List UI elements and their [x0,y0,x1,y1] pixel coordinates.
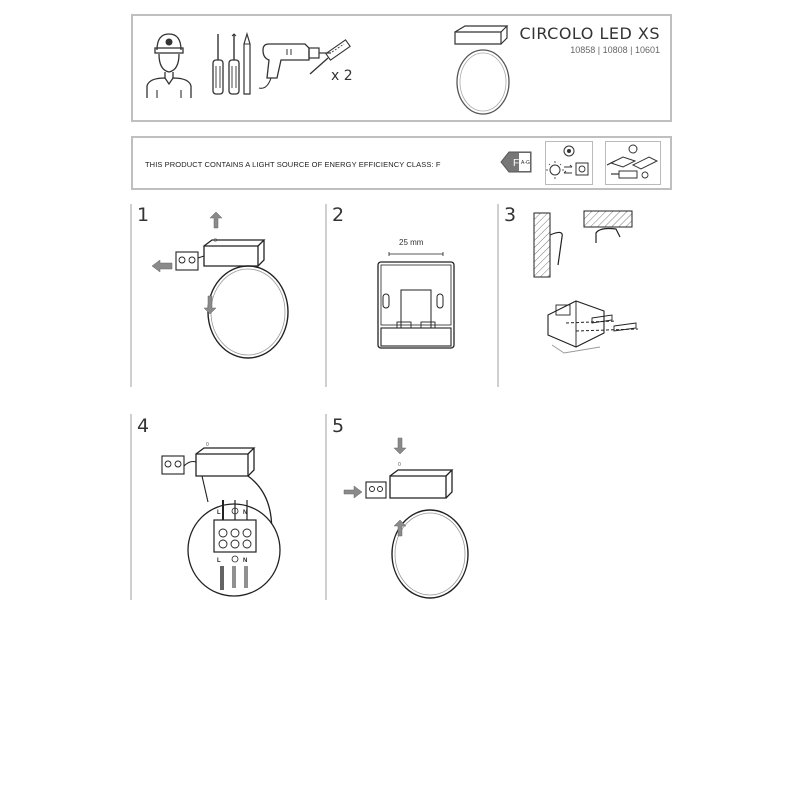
energy-statement: THIS PRODUCT CONTAINS A LIGHT SOURCE OF ENERGY EFFICIENCY CLASS: F [145,160,441,169]
product-codes: 10858 | 10808 | 10601 [570,45,660,55]
energy-scale: A-G [521,160,530,166]
screwdriver-flat-icon [211,34,225,96]
divider-step2 [325,204,327,387]
energy-label-icon [499,150,533,176]
step-number-5: 5 [332,415,345,437]
svg-text:0: 0 [398,462,401,468]
step2-bracket-illustration [375,246,457,352]
screw-quantity: x 2 [331,68,353,84]
technician-icon [143,28,195,100]
terminal-label-l-bottom: L [217,558,221,564]
divider-step3 [497,204,499,387]
pencil-icon [242,34,252,96]
mounting-dimension: 25 mm [399,238,424,247]
step1-illustration [150,210,300,360]
step-number-2: 2 [332,204,345,226]
step3-illustration [520,205,640,365]
svg-text:0: 0 [214,238,217,244]
terminal-label-n-top: N [243,510,248,516]
terminal-label-n-bottom: N [243,558,248,564]
energy-panel [131,136,672,190]
screwdriver-phillips-icon [227,34,241,96]
step-number-1: 1 [137,204,150,226]
energy-class-letter: F [513,158,520,169]
step5-illustration [340,436,490,596]
product-title: CIRCOLO LED XS [519,24,660,43]
divider-step5 [325,414,327,600]
terminal-label-l-top: L [217,510,221,516]
step-number-3: 3 [504,204,517,226]
step-number-4: 4 [137,415,150,437]
step4-illustration [150,438,290,598]
svg-text:0: 0 [206,442,209,448]
driver-replaceable-icon [605,141,661,185]
bulb-replaceable-icon [545,141,593,185]
divider-step4 [130,414,132,600]
product-illustration [451,24,521,116]
divider-step1 [130,204,132,387]
header-panel [131,14,672,122]
